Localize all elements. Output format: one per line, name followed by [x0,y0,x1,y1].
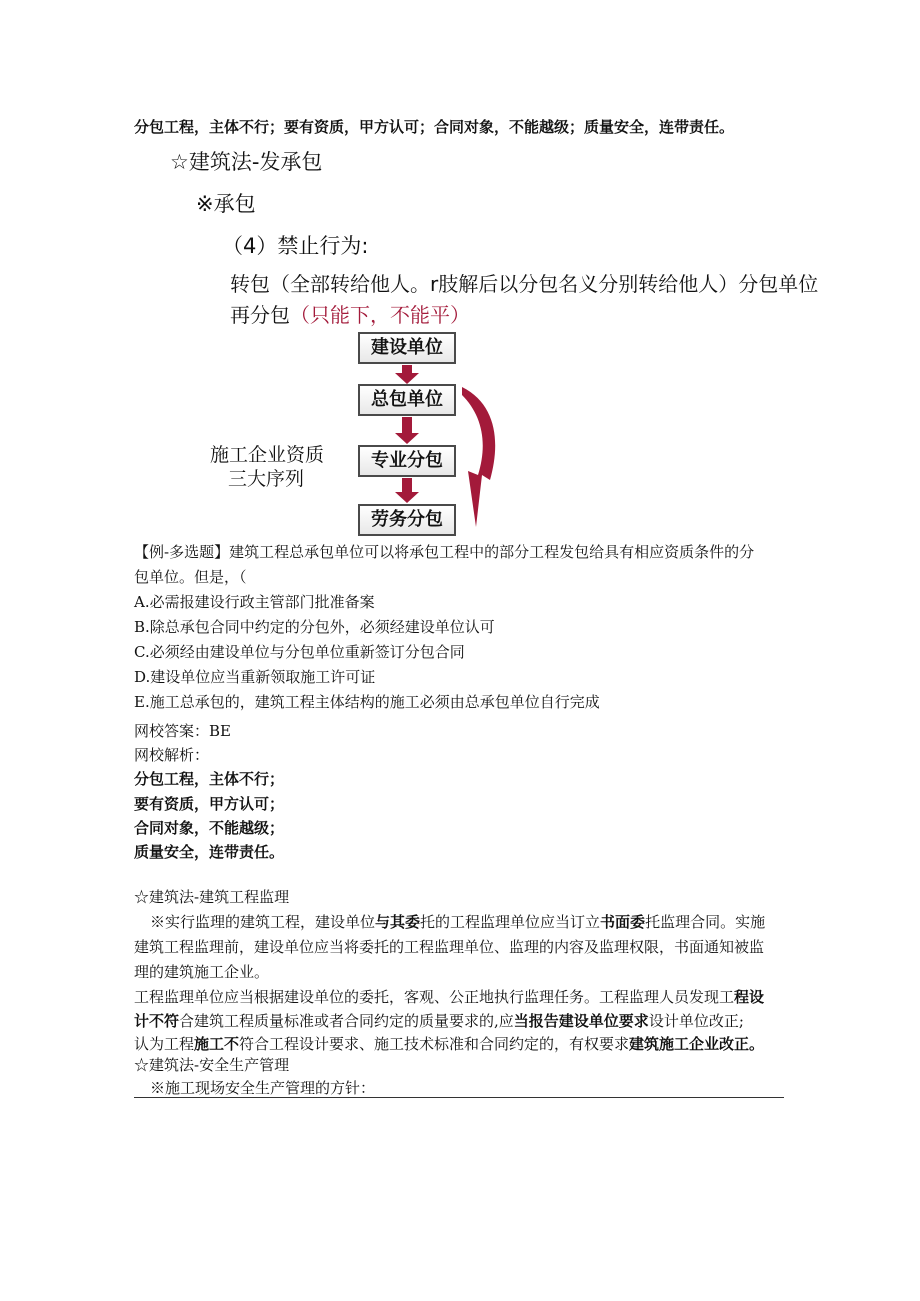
question-line-2: 包单位。但是，（ [134,568,247,586]
text-run-bold: 施工不 [194,1035,240,1053]
text-run-bold: 计不符 [134,1012,180,1030]
heading-contract: ※承包 [196,192,256,216]
safety-line: ※施工现场安全生产管理的方针： [150,1079,376,1097]
side-label-2: 三大序列 [228,468,305,490]
analysis-line-3: 合同对象，不能越级； [134,819,285,837]
safety-heading: ☆建筑法-安全生产管理 [134,1056,290,1074]
option-a: A.必需报建设行政主管部门批准备案 [134,593,375,611]
down-arrow-icon [395,365,419,384]
diagram-box-general-contractor: 总包单位 [358,384,456,416]
text-run: 工程监理单位应当根据建设单位的委托，客观、公正地执行监理任务。工程监理人员发现工 [134,988,735,1006]
option-b: B.除总承包合同中约定的分包外，必须经建设单位认可 [134,618,495,636]
curved-arrow-icon [462,387,495,527]
prohibited-line-2 [230,299,470,328]
text-run: 托的工程监理单位应当订立 [420,913,601,931]
text-run: 托监理合同。实施 [645,913,766,931]
option-e: E.施工总承包的，建筑工程主体结构的施工必须由总承包单位自行完成 [134,693,600,711]
down-arrow-icon [395,417,419,444]
diagram-box-owner: 建设单位 [358,332,456,364]
text-run: 合建筑工程质量标准或者合同约定的质量要求的,应 [179,1012,514,1030]
text-run: 认为工程 [134,1035,195,1053]
text-run-bold: 当报告建设单位要求 [513,1012,649,1030]
text-run-bold: 建筑施工企业改正。 [629,1035,765,1053]
supervision-para-1 [150,911,765,932]
text-run: 设计单位改正; [648,1012,744,1030]
analysis-line-4: 质量安全，连带责任。 [134,843,285,861]
prohibited-line-1: 转包（全部转给他人。r肢解后以分包名义分别转给他人）分包单位 [230,272,819,296]
answer: 网校答案：BE [134,722,231,740]
option-c: C.必须经由建设单位与分包单位重新签订分包合同 [134,643,465,661]
heading-prohibited: （4）禁止行为: [222,234,369,258]
diagram-box-labor-sub: 劳务分包 [358,504,456,536]
heading-law-contracting: ☆建筑法-发承包 [170,150,323,174]
prohibited-line-2-prefix: 再分包 [230,303,290,327]
text-run-bold: 与其委 [375,913,421,931]
divider [134,1097,784,1098]
analysis-line-1: 分包工程，主体不行； [134,770,285,788]
option-d: D.建设单位应当重新领取施工许可证 [134,668,376,686]
text-run: ※实行监理的建筑工程，建设单位 [150,913,376,931]
down-arrow-icon [395,478,419,503]
question-line-1: 【例-多选题】建筑工程总承包单位可以将承包工程中的部分工程发包给具有相应资质条件的分 [134,543,755,561]
supervision-para-6 [134,1033,764,1054]
diagram-box-specialty-sub: 专业分包 [358,445,456,477]
supervision-para-3: 理的建筑施工企业。 [134,963,270,981]
supervision-heading: ☆建筑法-建筑工程监理 [134,888,290,906]
side-label-1: 施工企业资质 [210,444,325,466]
supervision-para-4 [134,986,764,1007]
diagram-arrows [350,325,510,540]
text-run-bold: 程设 [734,988,765,1006]
summary-line: 分包工程，主体不行；要有资质，甲方认可；合同对象，不能越级；质量安全，连带责任。 [134,118,735,136]
analysis-line-2: 要有资质，甲方认可； [134,795,285,813]
prohibited-line-2-red: （只能下，不能平） [290,303,470,327]
text-run-bold: 书面委 [600,913,646,931]
text-run: 符合工程设计要求、施工技术标准和合同约定的，有权要求 [239,1035,630,1053]
analysis-label: 网校解析： [134,746,210,764]
supervision-para-5 [134,1010,744,1031]
supervision-para-2: 建筑工程监理前，建设单位应当将委托的工程监理单位、监理的内容及监理权限，书面通知被监 [134,938,765,956]
